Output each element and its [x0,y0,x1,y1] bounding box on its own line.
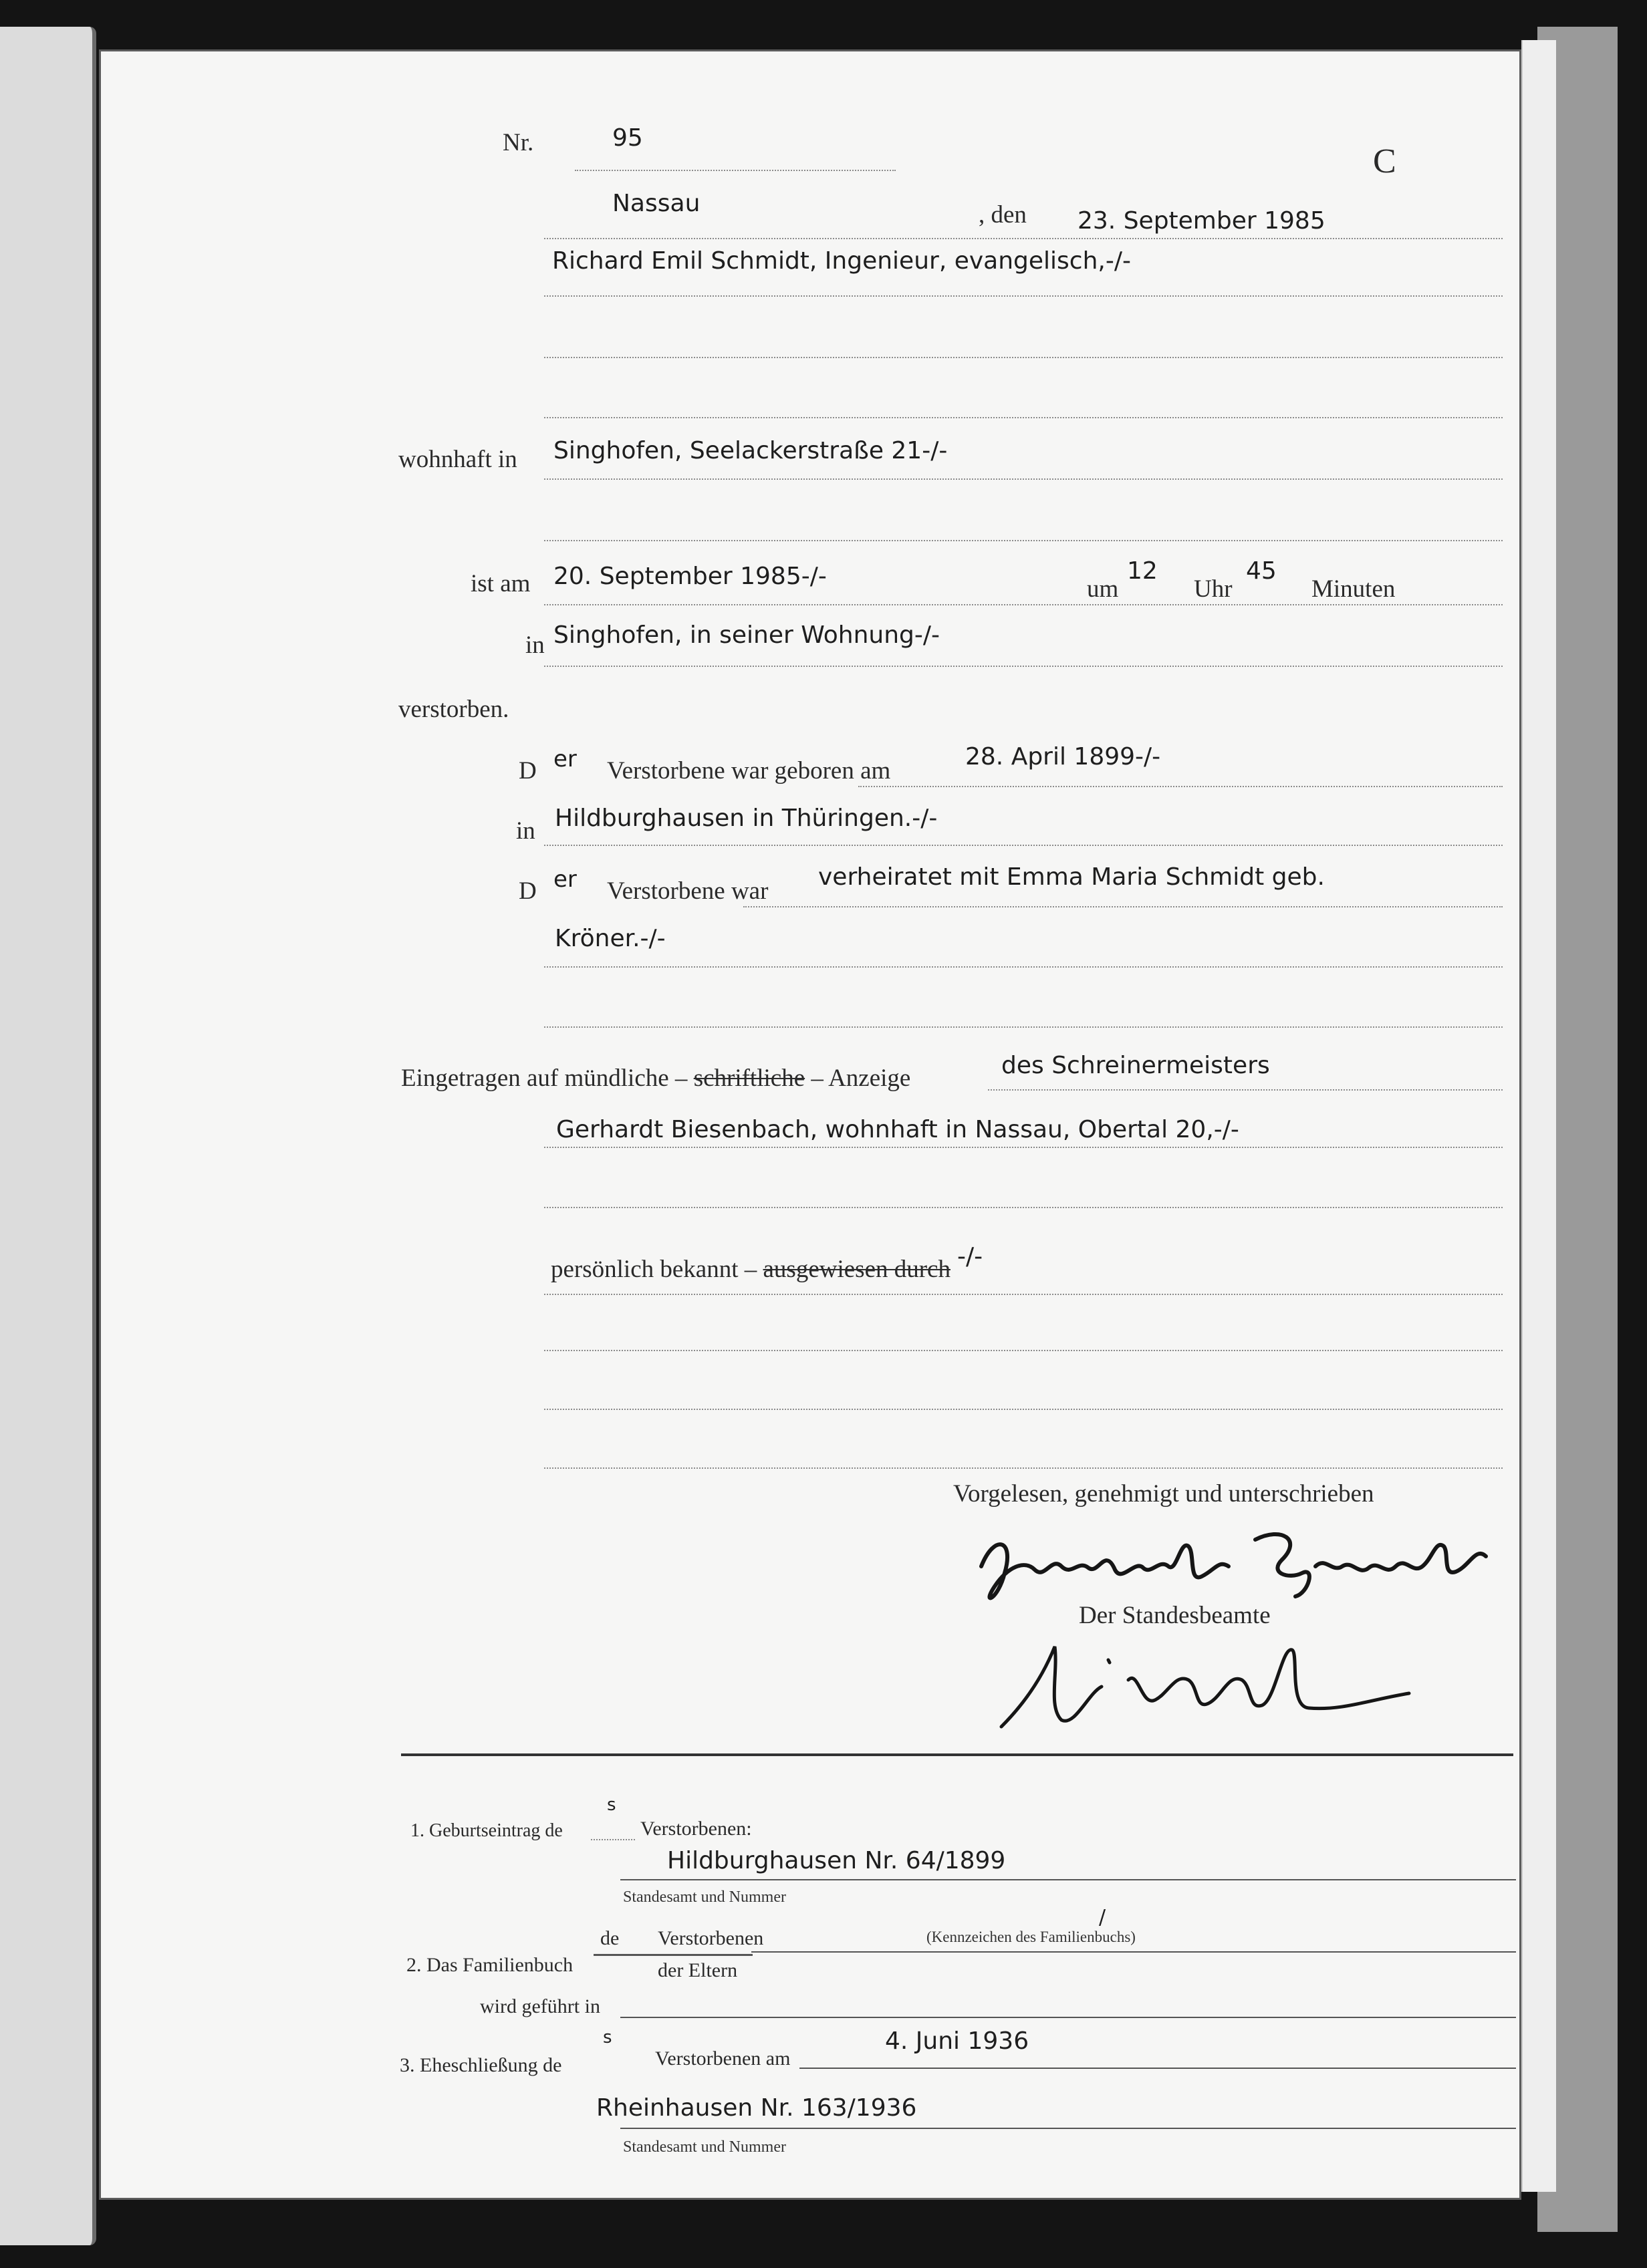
known-struck: ausgewiesen durch [763,1256,951,1283]
item1-after: Verstorbenen: [640,1818,752,1840]
informant-line-3-rule [544,1207,1503,1208]
informant-signature [968,1520,1516,1613]
blank-line-1 [544,1350,1503,1351]
informant-line-1: des Schreinermeisters [1001,1052,1270,1079]
registration-label-start: Eingetragen auf mündliche – [401,1065,688,1092]
item3-date: 4. Juni 1936 [885,2027,1029,2055]
item2-line2-label: wird geführt in [480,1995,600,2017]
marriage-line-3 [544,1026,1503,1028]
item2-caption: (Kennzeichen des Familienbuchs) [926,1929,1136,1945]
residence-line-2 [544,540,1503,541]
item3-s: s [603,2027,612,2047]
informant-line-2-rule [544,1147,1503,1148]
name-line-1 [544,295,1503,297]
marriage-er-label: er [553,866,577,893]
item1-s-line [591,1839,635,1840]
birth-in-label: in [516,817,535,845]
informant-line-2: Gerhardt Biesenbach, wohnhaft in Nassau, Obertal 20,-/- [556,1116,1239,1143]
entry-date: 23. September 1985 [1078,207,1325,235]
registration-label [401,1064,910,1093]
marriage-d-label: D [519,877,537,905]
item2-label: 2. Das Familienbuch [406,1954,574,1976]
item3-label: 3. Eheschließung de [400,2054,562,2076]
marriage-war-label: Verstorbene war [607,877,769,905]
item1-caption: Standesamt und Nummer [623,1888,786,1906]
nr-value: 95 [612,124,643,152]
known-line [544,1294,1503,1295]
um-label: um [1087,575,1119,603]
den-label: , den [979,201,1027,229]
marriage-line-1 [743,906,1503,907]
deceased-name: Richard Emil Schmidt, Ingenieur, evangelisch,-/- [552,247,1131,275]
death-date: 20. September 1985-/- [553,563,827,590]
uhr-label: Uhr [1194,575,1233,603]
read-approved-label: Vorgelesen, genehmigt und unterschrieben [953,1480,1374,1508]
birth-d-label: D [519,757,537,785]
birth-date: 28. April 1899-/- [965,743,1161,770]
item1-value: Hildburghausen Nr. 64/1899 [667,1847,1006,1874]
item2-de: de [600,1927,620,1949]
item3-line [620,2128,1516,2129]
name-line-3 [544,417,1503,418]
birth-er-label: er [553,746,577,772]
item3-value: Rheinhausen Nr. 163/1936 [596,2094,917,2122]
item3-date-line [799,2068,1516,2069]
item2-slash: / [1099,1906,1106,1929]
died-label: ist am [471,570,531,597]
name-line-2 [544,357,1503,358]
residence-label: wohnhaft in [398,446,517,473]
item2-line2 [620,2017,1516,2018]
date-line [544,238,1503,239]
death-place-line [544,666,1503,667]
marriage-text-2: Kröner.-/- [555,925,666,952]
blank-line-2 [544,1409,1503,1410]
item1-s: s [607,1795,616,1815]
place: Nassau [612,190,701,217]
registration-struck-word: schriftliche [693,1065,805,1092]
footer-separator [401,1753,1513,1756]
known-suffix: -/- [957,1243,983,1270]
item3-caption: Standesamt und Nummer [623,2138,786,2156]
born-label: Verstorbene war geboren am [607,757,891,785]
registrar-signature [995,1633,1463,1740]
death-place: Singhofen, in seiner Wohnung-/- [553,621,940,649]
item1-label: 1. Geburtseintrag de [410,1820,563,1841]
item2-option-2: der Eltern [658,1959,738,1981]
nr-label: Nr. [503,129,534,156]
left-book-page [0,27,96,2245]
minuten-label: Minuten [1311,575,1396,603]
known-label [551,1255,951,1284]
verstorben-label: verstorben. [398,696,509,723]
death-hour: 12 [1127,557,1158,585]
marriage-text-1: verheiratet mit Emma Maria Schmidt geb. [818,863,1325,891]
death-date-line [544,604,1503,605]
item2-line [751,1951,1516,1953]
item2-option-divider [594,1954,753,1956]
known-label-text: persönlich bekannt – [551,1256,757,1283]
document-page [99,49,1521,2200]
marriage-line-2 [544,966,1503,968]
informant-line-1-rule [988,1089,1503,1091]
birth-place-line [544,845,1503,846]
residence-line [544,478,1503,480]
item1-line [620,1879,1516,1880]
page-letter: C [1373,142,1396,180]
blank-line-3 [544,1467,1503,1469]
item3-after: Verstorbenen am [655,2047,791,2070]
page-stack-edge [1521,40,1556,2192]
nr-line [575,170,896,171]
birth-date-line [858,786,1503,787]
item2-option-1: Verstorbenen [658,1927,764,1949]
in-label: in [525,631,545,659]
registrar-label: Der Standesbeamte [1079,1602,1271,1629]
death-minute: 45 [1246,557,1277,585]
residence: Singhofen, Seelackerstraße 21-/- [553,437,948,464]
registration-label-end: – Anzeige [811,1065,911,1092]
birth-place: Hildburghausen in Thüringen.-/- [555,805,938,832]
